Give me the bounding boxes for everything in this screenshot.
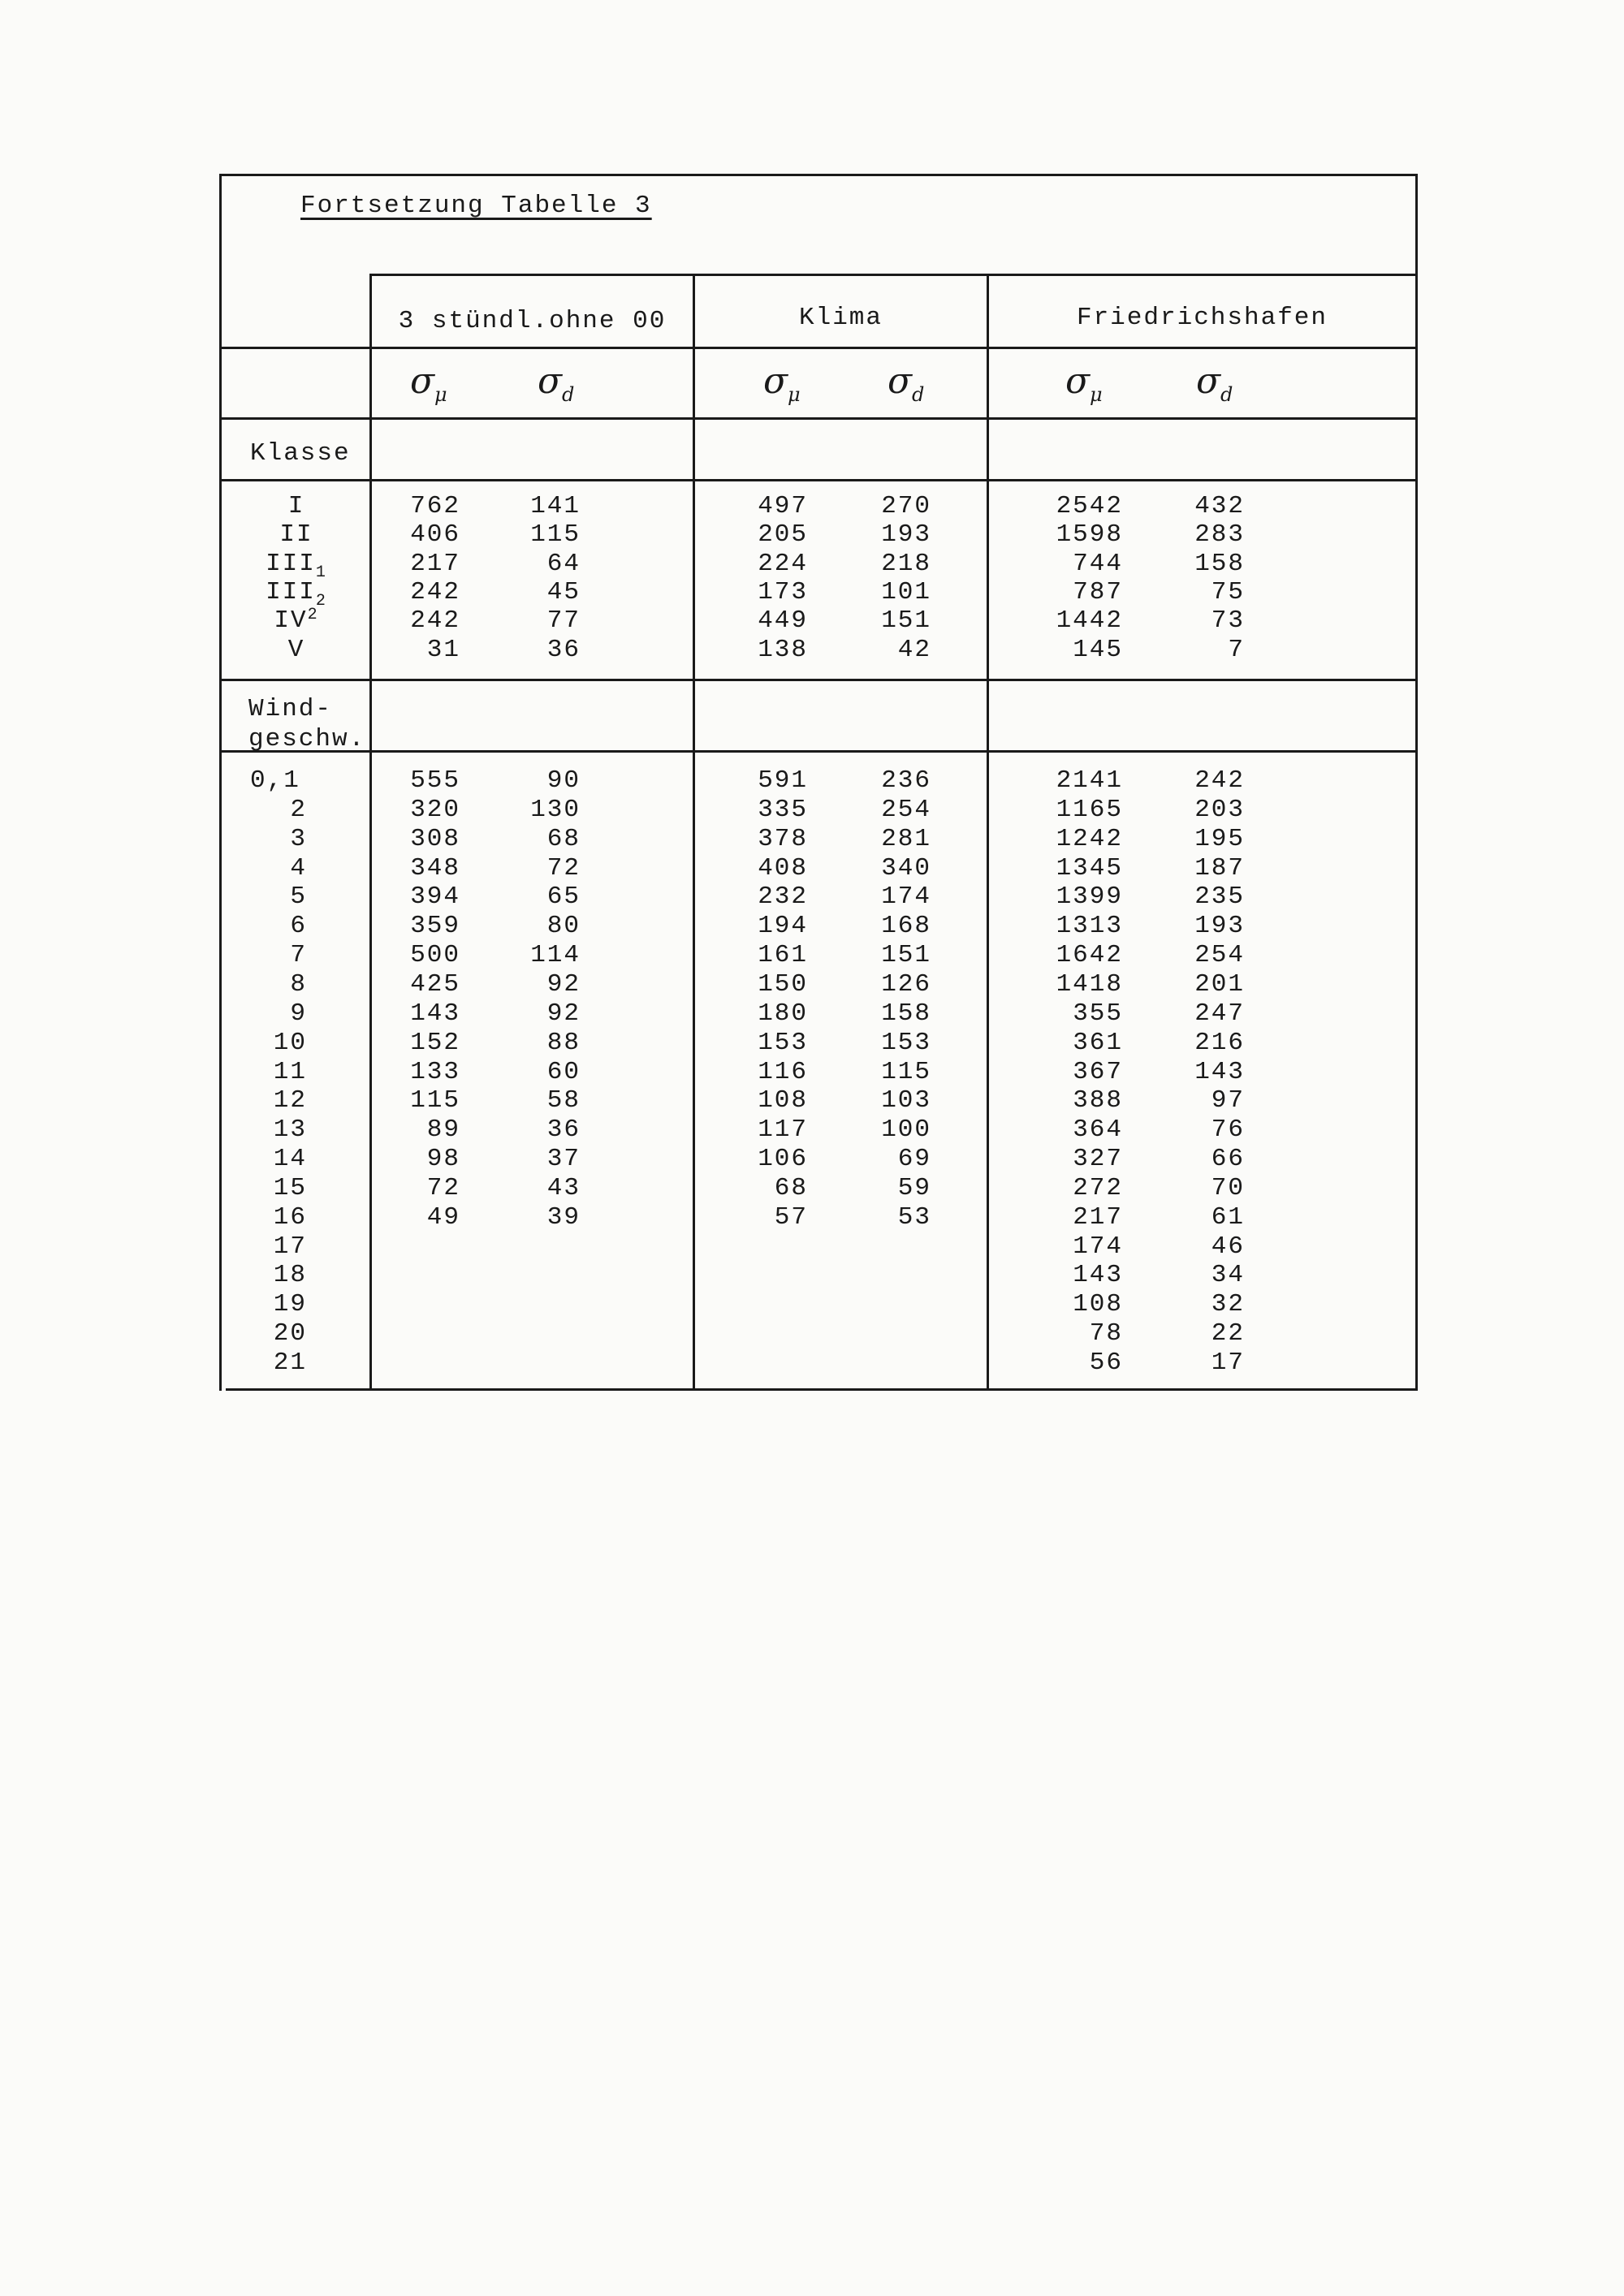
value-cell: 174 [1073, 1232, 1123, 1261]
section-rule-1 [221, 679, 1418, 681]
row-label: 7 [290, 941, 307, 970]
row-label [244, 578, 349, 610]
klasse-rule [219, 479, 1418, 481]
table-border-bottom [226, 1388, 1418, 1391]
value-cell: 388 [1073, 1086, 1123, 1116]
value-cell: 151 [881, 606, 931, 636]
row-label [244, 550, 349, 581]
value-cell: 232 [758, 883, 808, 912]
value-cell: 69 [897, 1145, 931, 1174]
row-label: 8 [290, 969, 307, 999]
value-cell: 348 [410, 853, 460, 883]
value-cell: 153 [881, 1028, 931, 1057]
value-cell: 126 [881, 969, 931, 999]
row-label-text: III [266, 577, 316, 606]
value-cell: 787 [1073, 577, 1123, 606]
value-cell: 394 [410, 883, 460, 912]
value-cell: 92 [546, 999, 581, 1028]
value-cell: 98 [426, 1145, 460, 1174]
value-cell: 272 [1073, 1173, 1123, 1202]
row-label-text: IV [274, 606, 308, 636]
value-cell: 75 [1211, 577, 1245, 606]
value-cell: 242 [410, 577, 460, 606]
value-cell: 254 [1194, 941, 1245, 970]
value-cell: 218 [881, 549, 931, 578]
value-cell: 364 [1073, 1116, 1123, 1145]
value-cell: 143 [1073, 1261, 1123, 1290]
group-header-klima: Klima [798, 304, 883, 332]
table-border-left [219, 174, 222, 1391]
sigma-subscript: d [562, 382, 575, 406]
section-label-klasse: Klasse [250, 439, 351, 468]
value-cell: 49 [426, 1202, 460, 1232]
value-cell: 432 [1194, 492, 1245, 520]
value-cell: 320 [410, 795, 460, 824]
row-label [244, 606, 349, 638]
value-cell: 308 [410, 824, 460, 853]
row-label: 11 [273, 1057, 307, 1086]
value-cell: 2141 [1056, 766, 1123, 795]
row-label: 3 [290, 824, 307, 853]
value-cell: 78 [1089, 1319, 1123, 1349]
value-cell: 281 [881, 824, 931, 853]
value-cell: 195 [1194, 824, 1245, 853]
value-cell: 39 [546, 1202, 581, 1232]
value-cell: 355 [1073, 999, 1123, 1028]
value-cell: 31 [426, 635, 460, 664]
value-cell: 72 [546, 853, 581, 883]
section-label-wind-line2: geschw. [248, 725, 366, 753]
value-cell: 66 [1211, 1145, 1245, 1174]
group-header-friedrichshafen: Friedrichshafen [1076, 304, 1328, 332]
row-label: 2 [290, 795, 307, 824]
value-cell: 1642 [1056, 941, 1123, 970]
row-label: 16 [273, 1202, 307, 1232]
value-cell: 108 [1073, 1290, 1123, 1319]
value-cell: 408 [758, 853, 808, 883]
value-cell: 101 [881, 577, 931, 606]
value-cell: 242 [410, 606, 460, 636]
row-label-text: III [266, 549, 316, 578]
value-cell: 59 [897, 1173, 931, 1202]
value-cell: 36 [546, 635, 581, 664]
value-cell: 367 [1073, 1057, 1123, 1086]
value-cell: 143 [1194, 1057, 1245, 1086]
value-cell: 1313 [1056, 912, 1123, 941]
value-cell: 17 [1211, 1349, 1245, 1377]
sigma-subscript: d [912, 382, 925, 406]
row-label-subscript: 1 [315, 563, 327, 582]
value-cell: 100 [881, 1116, 931, 1145]
value-cell: 130 [530, 795, 581, 824]
sigma-symbol: σ [410, 360, 435, 402]
value-cell: 72 [426, 1173, 460, 1202]
value-cell: 133 [410, 1057, 460, 1086]
value-cell: 114 [530, 941, 581, 970]
row-label: 14 [273, 1145, 307, 1174]
value-cell: 216 [1194, 1028, 1245, 1057]
value-cell: 335 [758, 795, 808, 824]
sigma-mu-header [1065, 360, 1103, 412]
value-cell: 359 [410, 912, 460, 941]
row-label: 0,1 [250, 766, 300, 795]
row-label: 17 [273, 1232, 307, 1261]
value-cell: 270 [881, 492, 931, 520]
value-cell: 591 [758, 766, 808, 795]
value-cell: 201 [1194, 969, 1245, 999]
header-rule-2 [219, 417, 1418, 420]
value-cell: 90 [546, 766, 581, 795]
row-label-text: V [287, 635, 305, 664]
sigma-mu-header [763, 360, 801, 412]
value-cell: 187 [1194, 853, 1245, 883]
row-label-superscript: 2 [307, 606, 319, 625]
value-cell: 115 [410, 1086, 460, 1116]
value-cell: 34 [1211, 1261, 1245, 1290]
value-cell: 60 [546, 1057, 581, 1086]
sigma-d-header [888, 360, 925, 412]
value-cell: 174 [881, 883, 931, 912]
sigma-subscript: μ [1090, 382, 1103, 406]
row-label-subscript: 2 [315, 591, 327, 611]
sigma-symbol: σ [763, 360, 788, 402]
table-border-top [219, 174, 1418, 176]
row-label: 10 [273, 1028, 307, 1057]
section-rule-2 [221, 750, 1418, 753]
section-label-wind-line1: Wind- [248, 695, 333, 723]
sigma-subscript: μ [434, 382, 447, 406]
row-label: 13 [273, 1116, 307, 1145]
value-cell: 103 [881, 1086, 931, 1116]
value-cell: 153 [758, 1028, 808, 1057]
row-label: 21 [273, 1349, 307, 1377]
row-label: 12 [273, 1086, 307, 1116]
value-cell: 80 [546, 912, 581, 941]
value-cell: 497 [758, 492, 808, 520]
value-cell: 143 [410, 999, 460, 1028]
value-cell: 217 [1073, 1202, 1123, 1232]
row-label [244, 492, 349, 521]
value-cell: 58 [546, 1086, 581, 1116]
value-cell: 744 [1073, 549, 1123, 578]
value-cell: 7 [1228, 635, 1245, 664]
value-cell: 43 [546, 1173, 581, 1202]
value-cell: 1242 [1056, 824, 1123, 853]
value-cell: 500 [410, 941, 460, 970]
value-cell: 235 [1194, 883, 1245, 912]
value-cell: 193 [881, 520, 931, 550]
value-cell: 64 [546, 549, 581, 578]
value-cell: 173 [758, 577, 808, 606]
value-cell: 425 [410, 969, 460, 999]
value-cell: 117 [758, 1116, 808, 1145]
value-cell: 254 [881, 795, 931, 824]
value-cell: 42 [897, 635, 931, 664]
value-cell: 116 [758, 1057, 808, 1086]
value-cell: 340 [881, 853, 931, 883]
value-cell: 32 [1211, 1290, 1245, 1319]
value-cell: 89 [426, 1116, 460, 1145]
sigma-symbol: σ [538, 360, 563, 402]
value-cell: 203 [1194, 795, 1245, 824]
row-label: 19 [273, 1290, 307, 1319]
value-cell: 158 [881, 999, 931, 1028]
value-cell: 406 [410, 520, 460, 550]
value-cell: 194 [758, 912, 808, 941]
value-cell: 92 [546, 969, 581, 999]
value-cell: 327 [1073, 1145, 1123, 1174]
sigma-subscript: μ [788, 382, 801, 406]
value-cell: 76 [1211, 1116, 1245, 1145]
value-cell: 53 [897, 1202, 931, 1232]
value-cell: 449 [758, 606, 808, 636]
value-cell: 77 [546, 606, 581, 636]
value-cell: 2542 [1056, 492, 1123, 520]
value-cell: 236 [881, 766, 931, 795]
value-cell: 151 [881, 941, 931, 970]
value-cell: 141 [530, 492, 581, 520]
value-cell: 150 [758, 969, 808, 999]
value-cell: 65 [546, 883, 581, 912]
row-label: 15 [273, 1173, 307, 1202]
row-label [244, 636, 349, 665]
value-cell: 152 [410, 1028, 460, 1057]
value-cell: 106 [758, 1145, 808, 1174]
value-cell: 224 [758, 549, 808, 578]
sigma-symbol: σ [1065, 360, 1091, 402]
value-cell: 22 [1211, 1319, 1245, 1349]
value-cell: 88 [546, 1028, 581, 1057]
value-cell: 555 [410, 766, 460, 795]
sigma-d-header [1196, 360, 1233, 412]
value-cell: 1598 [1056, 520, 1123, 550]
value-cell: 37 [546, 1145, 581, 1174]
value-cell: 361 [1073, 1028, 1123, 1057]
value-cell: 46 [1211, 1232, 1245, 1261]
sigma-d-header [538, 360, 575, 412]
value-cell: 97 [1211, 1086, 1245, 1116]
value-cell: 56 [1089, 1349, 1123, 1377]
row-label: 18 [273, 1261, 307, 1290]
column-divider-3 [987, 274, 989, 1391]
value-cell: 68 [546, 824, 581, 853]
sigma-symbol: σ [888, 360, 913, 402]
value-cell: 180 [758, 999, 808, 1028]
value-cell: 138 [758, 635, 808, 664]
value-cell: 115 [881, 1057, 931, 1086]
row-label [244, 520, 349, 550]
value-cell: 378 [758, 824, 808, 853]
table-title: Fortsetzung Tabelle 3 [300, 192, 652, 220]
header-rule-1 [219, 347, 1418, 349]
value-cell: 1165 [1056, 795, 1123, 824]
row-label: 20 [273, 1319, 307, 1349]
row-label: 5 [290, 883, 307, 912]
value-cell: 73 [1211, 606, 1245, 636]
row-label: 4 [290, 853, 307, 883]
sigma-subscript: d [1220, 382, 1233, 406]
value-cell: 283 [1194, 520, 1245, 550]
sigma-mu-header [410, 360, 447, 412]
row-label-text: II [279, 520, 313, 550]
row-label: 6 [290, 912, 307, 941]
value-cell: 115 [530, 520, 581, 550]
sigma-symbol: σ [1196, 360, 1221, 402]
row-label-text: I [287, 492, 305, 520]
value-cell: 247 [1194, 999, 1245, 1028]
value-cell: 1418 [1056, 969, 1123, 999]
value-cell: 217 [410, 549, 460, 578]
row-label: 9 [290, 999, 307, 1028]
value-cell: 68 [774, 1173, 808, 1202]
value-cell: 161 [758, 941, 808, 970]
value-cell: 45 [546, 577, 581, 606]
value-cell: 1345 [1056, 853, 1123, 883]
value-cell: 36 [546, 1116, 581, 1145]
group-header-top-rule [369, 274, 1418, 276]
value-cell: 61 [1211, 1202, 1245, 1232]
value-cell: 242 [1194, 766, 1245, 795]
value-cell: 158 [1194, 549, 1245, 578]
value-cell: 108 [758, 1086, 808, 1116]
value-cell: 1399 [1056, 883, 1123, 912]
group-header-3stuendl: 3 stündl.ohne 00 [398, 307, 667, 335]
value-cell: 70 [1211, 1173, 1245, 1202]
value-cell: 1442 [1056, 606, 1123, 636]
value-cell: 57 [774, 1202, 808, 1232]
value-cell: 762 [410, 492, 460, 520]
value-cell: 193 [1194, 912, 1245, 941]
table-border-right [1415, 174, 1418, 1391]
value-cell: 168 [881, 912, 931, 941]
value-cell: 145 [1073, 635, 1123, 664]
value-cell: 205 [758, 520, 808, 550]
